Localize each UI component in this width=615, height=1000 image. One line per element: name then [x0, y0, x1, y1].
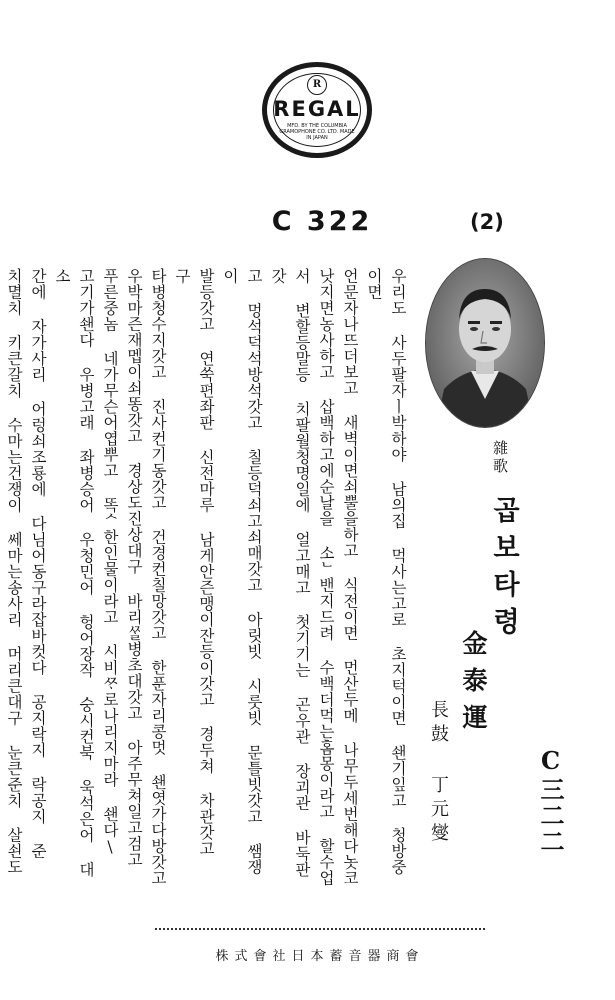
lyric-line: 우리도 사두팔자ㅣ박하야 남의집 먹사는고로 초지턱이면 쇈기잎고 청방중이면 [365, 268, 407, 875]
logo-fine-print: MFD. BY THE COLUMBIA GRAMOPHONE CO. LTD. MADE IN JAPAN [279, 123, 355, 141]
regal-logo [262, 62, 372, 158]
lyric-line: 서 변할등말등 치팔월청명일에 얼고매고 첫기기는 곤우관 장괴관 바둑판갓 [269, 268, 311, 878]
lyric-line: 언문자나뜨더보고 새벽이면쇠뿔을하고 식전이면 먼산두메 나무두세번해다놋코 [341, 268, 359, 886]
catalog-vertical: C三二二 [536, 746, 565, 855]
publisher-footer: 株式會社日本蓄音器商會 [215, 949, 425, 964]
catalog-number: C 322 [271, 206, 373, 237]
lyric-line: 고기가쇈다 우병고래 좌병승어 우청민어 헝어장작 숭시컨북 욱석은어 대소 [53, 268, 95, 878]
lyric-line: 발등갓고 연쑥편좌판 신전마루 남게안즌맹이잔등이갓고 경두쳐 차관갓고 구 [173, 268, 215, 857]
footer-divider [155, 928, 485, 930]
lyric-line: 고 멍석덕석방석갓고 칠등덕쇠고쇠매갓고 아릿빗 시룻빗 문틀빗갓고 쌤쟁이 [221, 268, 263, 875]
song-title: 곱보타령 [488, 496, 519, 644]
logo-emblem: R [307, 75, 327, 95]
lyric-line: 타병청수지갓고 진사컨기동갓고 건경컨칠망갓고 한푼자리콩멋 쇈엿가다방갓고 [149, 268, 167, 886]
singer-name: 金泰運 [459, 630, 488, 741]
lyric-line: 치멸치 키큰갈치 수마는건쟁이 쎄마는송사리 머리큰대구 눈큰준치 살쇤도 [5, 268, 23, 875]
side-number: (2) [470, 210, 504, 234]
lyric-line: 푸른중놈 네가무슨어엽뿌고 똑ᄉ한인물이라고 시비ᄶᆞ로나리지마라 쇈다\ [101, 268, 119, 857]
lyric-line: 우박마즌재멥이쇠똥갓고 경상도진상대구 바리ᄶᆞᆯ병초대갓고 아주무쳐일고검고 [125, 268, 143, 868]
accompanist: 長鼓 丁元燮 [428, 700, 449, 847]
lyrics-block [5, 268, 410, 888]
lyric-line: 간에 자가사리 어렁쇠조룡에 다님어동구라잡바컷다 공지락지 락공지 준 [29, 268, 47, 859]
brand-name: REGAL [273, 97, 361, 121]
song-genre: 雜歌 [491, 440, 509, 476]
singer-portrait [425, 258, 545, 428]
lyric-line: 낫지면농사하고 삽백하고에순날을 소ᄂ밴지드려 수백더먹는홈몽이라고 할수업 [317, 268, 335, 886]
portrait-image [426, 259, 544, 427]
